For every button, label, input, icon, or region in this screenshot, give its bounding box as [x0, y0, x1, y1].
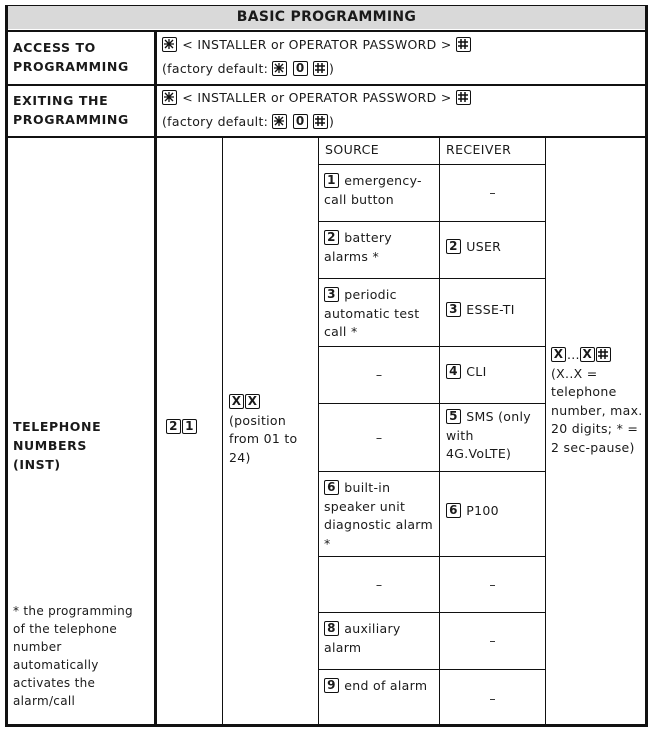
receiver-cell: – [489, 185, 496, 200]
hash-key-icon [313, 61, 328, 76]
digit-key: 0 [293, 61, 308, 76]
hash-key-icon [596, 347, 611, 362]
star-key-icon [162, 90, 177, 105]
x-key: X [245, 394, 260, 409]
exiting-label: EXITING THE PROGRAMMING [13, 93, 129, 127]
access-default: (factory default: 0 ) [162, 61, 335, 76]
source-text: periodic automatic test call * [324, 287, 420, 339]
divider [154, 30, 157, 727]
divider [318, 221, 546, 222]
source-cell [324, 620, 437, 657]
hash-key-icon [456, 37, 471, 52]
star-key-icon [162, 37, 177, 52]
receiver-cell [446, 408, 542, 464]
access-label: ACCESS TO PROGRAMMING [13, 40, 129, 74]
receiver-cell [446, 363, 542, 382]
page-title: BASIC PROGRAMMING [8, 6, 645, 29]
x-key: X [229, 394, 244, 409]
source-cell [324, 677, 437, 696]
x-key: X [551, 347, 566, 362]
telephone-label: TELEPHONE NUMBERS (INST) [13, 419, 102, 472]
position-text: (position from 01 to 24) [229, 412, 298, 465]
telephone-footnote: * the programming of the telephone number automatically activates the alarm/call [13, 604, 133, 708]
source-cell: – [375, 577, 383, 592]
receiver-text: USER [466, 239, 502, 254]
position-cell [229, 393, 315, 467]
divider [5, 84, 648, 86]
receiver-cell [446, 502, 542, 521]
divider [5, 136, 648, 138]
divider [318, 471, 546, 472]
divider [5, 30, 648, 32]
divider [318, 278, 546, 279]
digit-key: 6 [446, 503, 461, 518]
digit-key: 6 [324, 480, 339, 495]
star-key-icon [272, 61, 287, 76]
source-cell [324, 229, 437, 266]
receiver-cell: – [489, 691, 496, 706]
source-header: SOURCE [325, 142, 380, 157]
source-text: built-in speaker unit diagnostic alarm * [324, 480, 433, 551]
receiver-header: RECEIVER [446, 142, 512, 157]
source-cell: – [375, 367, 383, 382]
digit-key: 3 [446, 302, 461, 317]
receiver-text: P100 [466, 503, 499, 518]
star-key-icon [272, 114, 287, 129]
source-cell [324, 479, 437, 553]
source-text: auxiliary alarm [324, 621, 401, 655]
digit-key: 2 [166, 419, 181, 434]
digit-key: 1 [324, 173, 339, 188]
digit-key: 2 [446, 239, 461, 254]
exiting-default: (factory default: 0 ) [162, 114, 335, 129]
digit-key: 8 [324, 621, 339, 636]
exiting-sequence: < INSTALLER or OPERATOR PASSWORD > [162, 89, 642, 108]
receiver-cell [446, 238, 542, 257]
digit-key: 3 [324, 287, 339, 302]
digit-key: 0 [293, 114, 308, 129]
source-text: emergency-call button [324, 173, 422, 207]
x-key: X [580, 347, 595, 362]
source-cell: – [375, 430, 383, 445]
source-text: battery alarms * [324, 230, 393, 264]
receiver-text: CLI [466, 364, 487, 379]
digit-key: 2 [324, 230, 339, 245]
number-text: (X..X = telephone number, max. 20 digits; * = 2 sec-pause) [551, 365, 643, 455]
hash-key-icon [313, 114, 328, 129]
source-cell [324, 286, 437, 342]
access-sequence: < INSTALLER or OPERATOR PASSWORD > [162, 36, 642, 55]
source-text: end of alarm [344, 678, 428, 693]
receiver-text: SMS (only with 4G.VoLTE) [446, 409, 531, 461]
hash-key-icon [456, 90, 471, 105]
digit-key: 5 [446, 409, 461, 424]
digit-key: 1 [182, 419, 197, 434]
receiver-cell: – [489, 633, 496, 648]
telephone-code [166, 418, 198, 437]
source-cell [324, 172, 437, 209]
number-keys: X ... X [551, 346, 643, 365]
receiver-cell [446, 301, 542, 320]
digit-key: 4 [446, 364, 461, 379]
position-keys [229, 393, 315, 412]
divider [545, 136, 546, 727]
divider [222, 136, 223, 727]
number-cell [551, 346, 643, 457]
receiver-text: ESSE-TI [466, 302, 515, 317]
digit-key: 9 [324, 678, 339, 693]
receiver-cell: – [489, 577, 496, 592]
